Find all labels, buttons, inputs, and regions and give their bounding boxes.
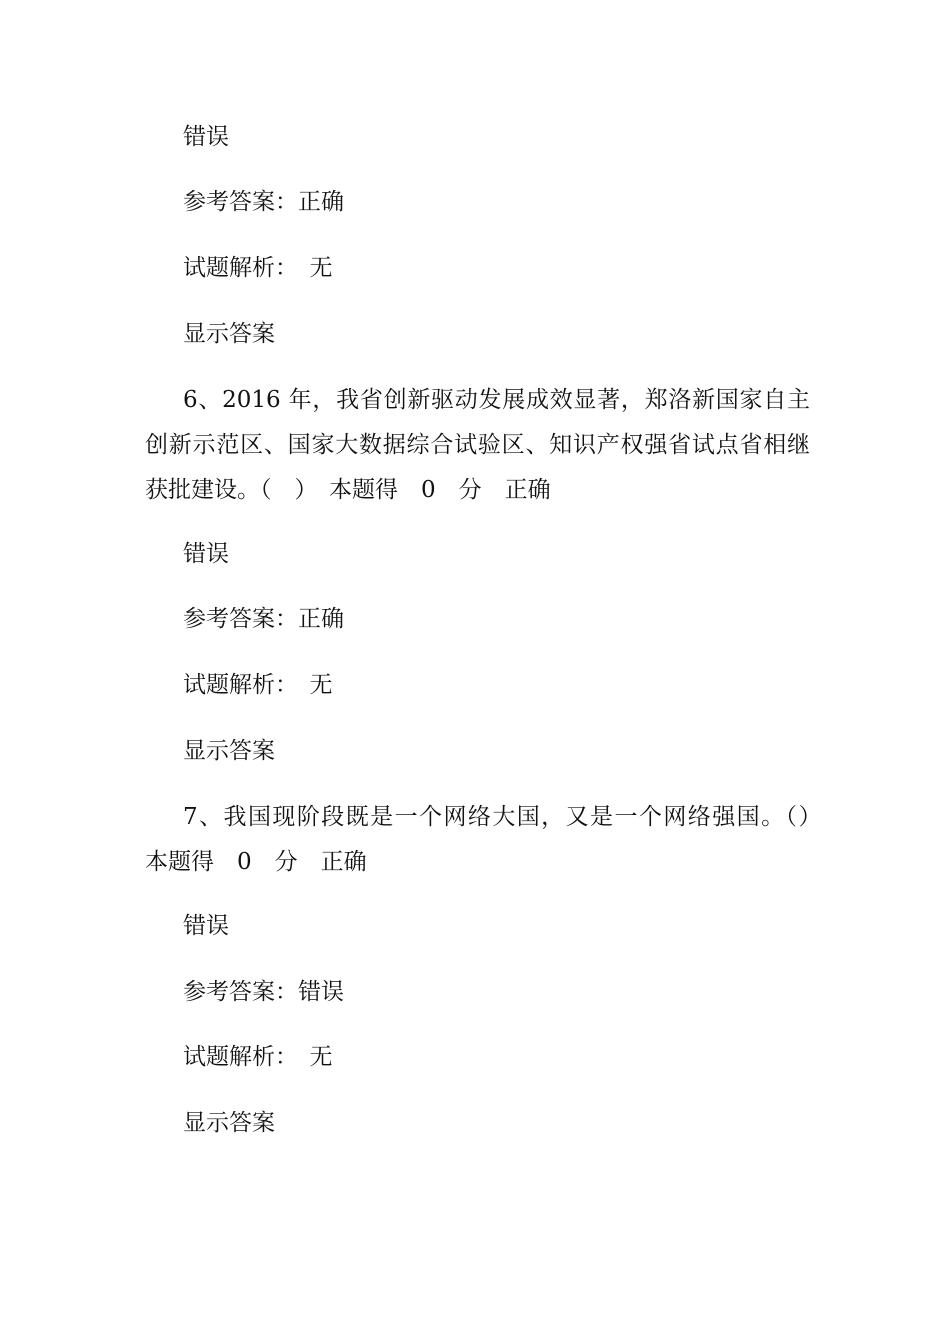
option-wrong: 错误: [183, 124, 229, 150]
question-analysis: 试题解析： 无: [183, 672, 333, 698]
show-answer-link[interactable]: 显示答案: [183, 738, 275, 764]
reference-answer: 参考答案：错误: [183, 979, 344, 1005]
question-analysis: 试题解析： 无: [183, 1044, 333, 1070]
question-6-text: 6、2016 年，我省创新驱动发展成效显著，郑洛新国家自主创新示范区、国家大数据综合试验区、知识产权强省试点省相继获批建设。（ ） 本题得 0 分 正确: [145, 387, 810, 503]
question-7-text: 7、我国现阶段既是一个网络大国，又是一个网络强国。（） 本题得 0 分 正确: [145, 804, 833, 875]
show-answer-link[interactable]: 显示答案: [183, 321, 275, 347]
option-wrong: 错误: [183, 913, 229, 939]
show-answer-link[interactable]: 显示答案: [183, 1110, 275, 1136]
reference-answer: 参考答案：正确: [183, 189, 344, 215]
option-wrong: 错误: [183, 541, 229, 567]
reference-answer: 参考答案：正确: [183, 606, 344, 632]
question-analysis: 试题解析： 无: [183, 255, 333, 281]
